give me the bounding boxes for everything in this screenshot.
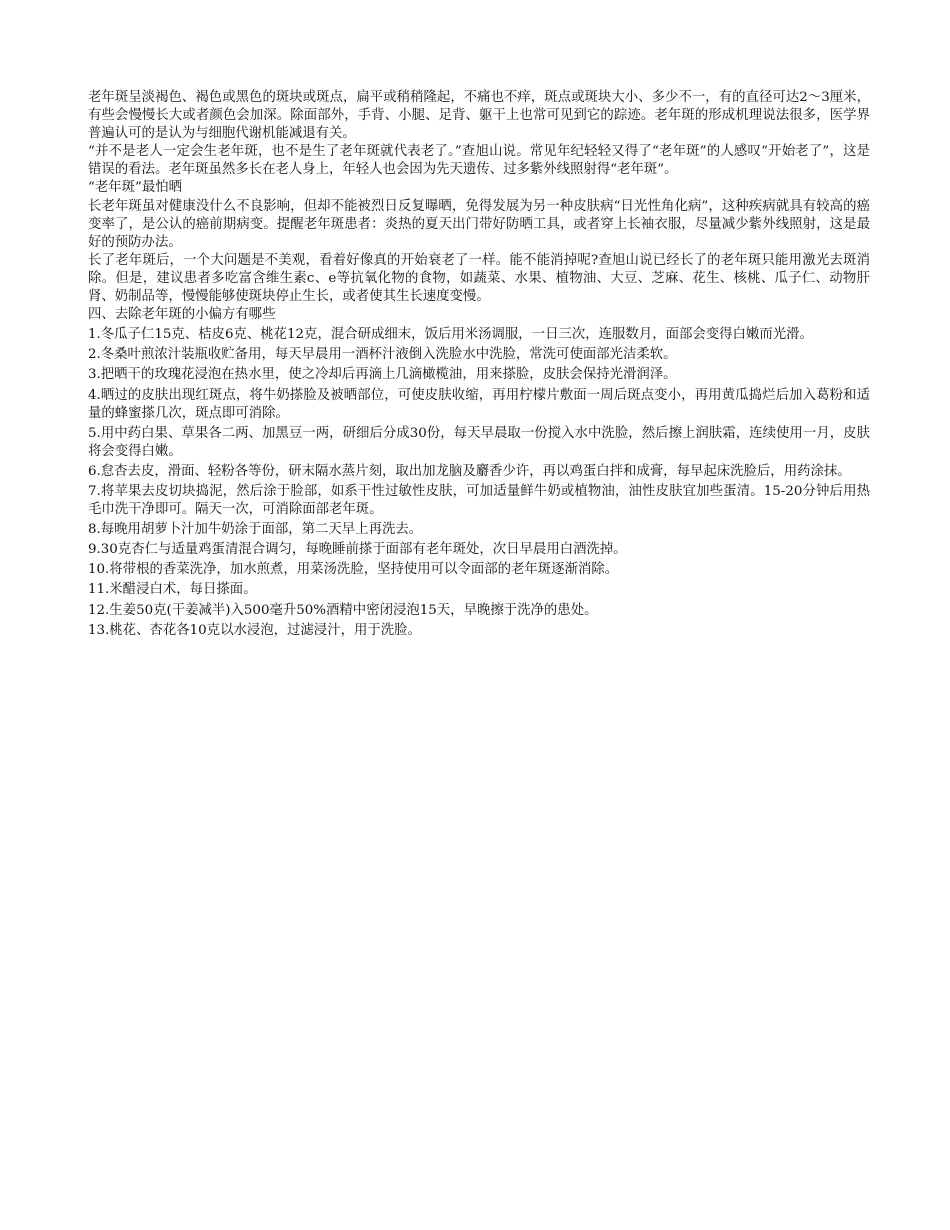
remedy-item: 13.桃花、杏花各10克以水浸泡，过滤浸汁，用于洗脸。 — [88, 622, 421, 638]
remedy-item: 4.晒过的皮肤出现红斑点，将牛奶搽脸及被晒部位，可使皮肤收缩，再用柠檬片敷面一周后斑点变小，再用黄瓜捣烂后加入葛粉和适量的蜂蜜搽几次，斑点即可消除。 — [88, 387, 870, 421]
intro-paragraph: 老年斑呈淡褐色、褐色或黑色的斑块或斑点，扁平或稍稍隆起，不痛也不痒，斑点或斑块大小、多少不一，有的直径可达2～3厘米，有些会慢慢长大或者颜色会加深。除面部外，手背、小腿、足背、躯干上也常可见到它的踪迹。老年斑的形成机理说法很多，医学界普遍认可的是认为与细胞代谢机能减退有关。 — [88, 90, 870, 142]
remedy-item: 8.每晚用胡萝卜汁加牛奶涂于面部，第二天早上再洗去。 — [88, 522, 423, 538]
remedy-item: 6.怠杏去皮，滑面、轻粉各等份，研末隔水蒸片刻，取出加龙脑及麝香少许，再以鸡蛋白拌和成膏，每早起床洗脸后，用药涂抹。 — [88, 463, 851, 479]
section-heading-remedies: 四、去除老年斑的小偏方有哪些 — [88, 307, 276, 323]
remedy-item: 1.冬瓜子仁15克、桔皮6克、桃花12克，混合研成细末，饭后用米汤调服，一日三次，连服数月，面部会变得白嫩而光滑。 — [88, 327, 813, 343]
sun-warning-paragraph: 长老年斑虽对健康没什么不良影响，但却不能被烈日反复曝晒，免得发展为另一种皮肤病“日光性角化病”，这种疾病就具有较高的癌变率了，是公认的癌前期病变。提醒老年斑患者：炎热的夏天出门带好防晒工具，或者穿上长袖衣服，尽量减少紫外线照射，这是最好的预防办法。 — [88, 198, 870, 250]
remedy-item: 10.将带根的香菜洗净，加水煎煮，用菜汤洗脸，坚持使用可以令面部的老年斑逐渐消除。 — [88, 562, 619, 578]
document-body — [88, 89, 870, 640]
quote-paragraph: “并不是老人一定会生老年斑，也不是生了老年斑就代表老了。”查旭山说。常见年纪轻轻又得了“老年斑”的人感叹“开始老了”，这是错误的看法。老年斑虽然多长在老人身上，年轻人也会因为先天遗传、过多紫外线照射得“老年斑”。 — [88, 144, 870, 178]
remedy-list — [88, 324, 870, 640]
remedy-item: 3.把晒干的玫瑰花浸泡在热水里，使之冷却后再滴上几滴橄榄油，用来搽脸，皮肤会保持光滑润泽。 — [88, 367, 677, 383]
section-heading-sun: “老年斑”最怕晒 — [88, 180, 183, 196]
remedy-item: 12.生姜50克(干姜减半)入500毫升50%酒精中密闭浸泡15天，早晚擦于洗净的患处。 — [88, 602, 598, 618]
remedy-item: 5.用中药白果、草果各二两、加黑豆一两，研细后分成30份，每天早晨取一份搅入水中洗脸，然后擦上润肤霜，连续使用一月，皮肤将会变得白嫩。 — [88, 425, 870, 459]
remedy-item: 9.30克杏仁与适量鸡蛋清混合调匀，每晚睡前搽于面部有老年斑处，次日早晨用白酒洗掉。 — [88, 542, 627, 558]
remedy-item: 11.米醋浸白术，每日搽面。 — [88, 582, 257, 598]
remedy-item: 7.将苹果去皮切块捣泥，然后涂于脸部，如系干性过敏性皮肤，可加适量鲜牛奶或植物油，油性皮肤宜加些蛋清。15-20分钟后用热毛巾洗干净即可。隔天一次，可消除面部老年斑。 — [88, 483, 870, 518]
removal-paragraph: 长了老年斑后，一个大问题是不美观，看着好像真的开始衰老了一样。能不能消掉呢?查旭山说已经长了的老年斑只能用激光去斑消除。但是，建议患者多吃富含维生素c、e等抗氧化物的食物，如蔬菜、水果、植物油、大豆、芝麻、花生、核桃、瓜子仁、动物肝肾、奶制品等，慢慢能够使斑块停止生长，或者使其生长速度变慢。 — [88, 252, 870, 305]
remedy-item: 2.冬桑叶煎浓汁装瓶收贮备用，每天早晨用一酒杯汁液倒入洗脸水中洗脸，常洗可使面部光洁柔软。 — [88, 347, 677, 363]
